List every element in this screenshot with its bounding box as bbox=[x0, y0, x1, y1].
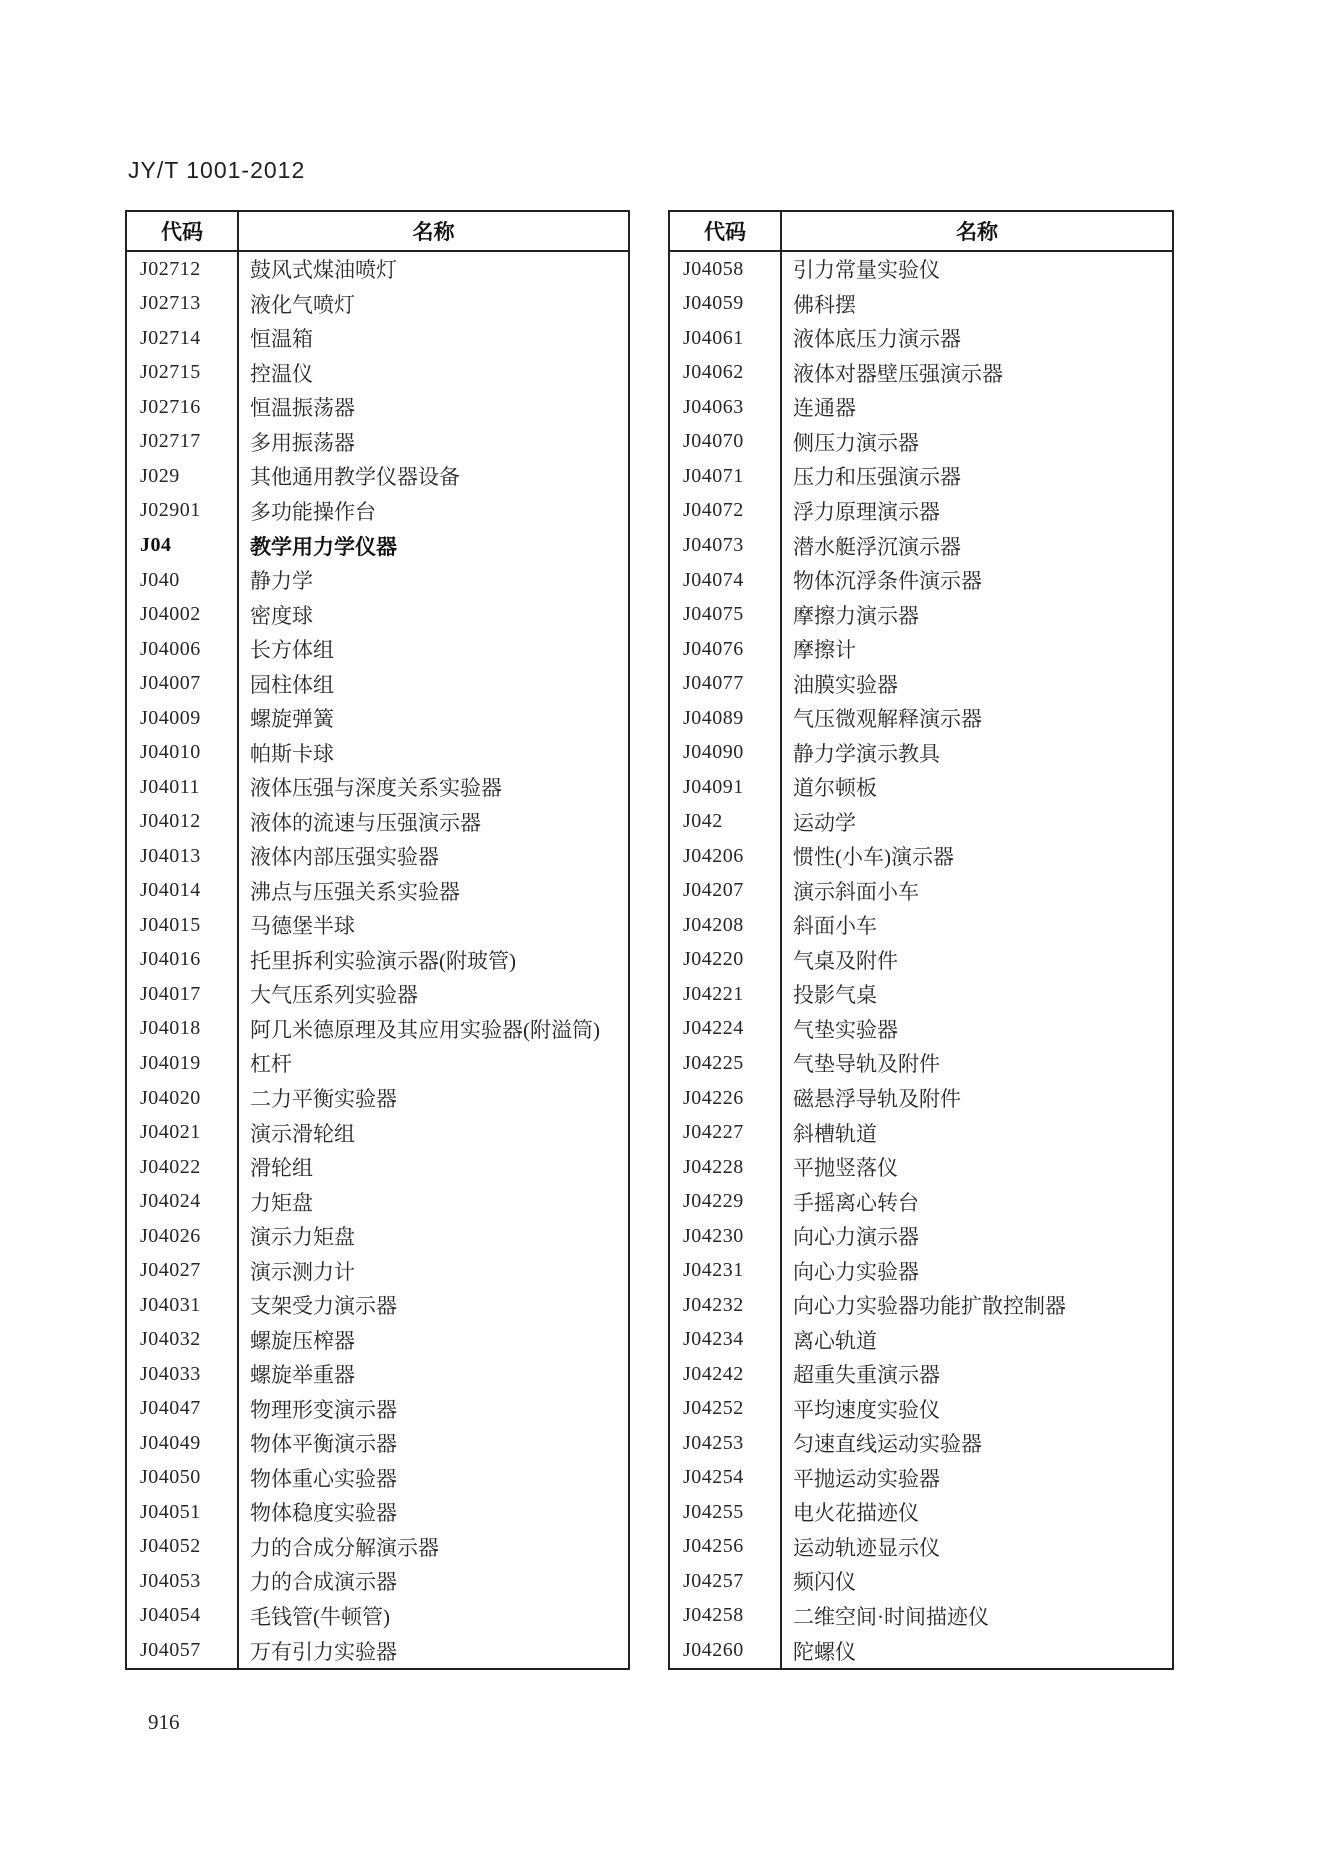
code-cell: J04232 bbox=[670, 1288, 782, 1323]
name-cell: 运动轨迹显示仪 bbox=[793, 1535, 940, 1560]
name-cell: 电火花描迹仪 bbox=[793, 1501, 919, 1526]
name-cell: 液化气喷灯 bbox=[250, 292, 355, 317]
code-cell: J04014 bbox=[127, 874, 239, 909]
code-cell: J04253 bbox=[670, 1426, 782, 1461]
code-cell: J04257 bbox=[670, 1564, 782, 1599]
table-row bbox=[670, 321, 1172, 356]
name-cell: 物体稳度实验器 bbox=[250, 1501, 397, 1526]
code-cell: J04010 bbox=[127, 735, 239, 770]
code-cell: J04226 bbox=[670, 1081, 782, 1116]
table-row bbox=[127, 1253, 628, 1288]
name-cell: 控温仪 bbox=[250, 361, 313, 386]
code-cell: J04063 bbox=[670, 390, 782, 425]
table-row bbox=[127, 390, 628, 425]
table-row bbox=[127, 1530, 628, 1565]
table-row bbox=[127, 666, 628, 701]
code-cell: J04076 bbox=[670, 632, 782, 667]
name-cell: 斜面小车 bbox=[793, 914, 877, 939]
code-cell: J04256 bbox=[670, 1530, 782, 1565]
name-cell: 演示斜面小车 bbox=[793, 879, 919, 904]
table-row bbox=[670, 1115, 1172, 1150]
name-cell: 恒温振荡器 bbox=[250, 396, 355, 421]
name-cell: 道尔顿板 bbox=[793, 776, 877, 801]
code-cell: J04002 bbox=[127, 597, 239, 632]
table-row bbox=[127, 908, 628, 943]
table-body bbox=[127, 252, 628, 1668]
table-row bbox=[670, 632, 1172, 667]
code-cell: J04047 bbox=[127, 1392, 239, 1427]
table-row bbox=[127, 252, 628, 287]
code-cell: J04230 bbox=[670, 1219, 782, 1254]
table-row bbox=[670, 494, 1172, 529]
table-row bbox=[670, 1253, 1172, 1288]
name-cell: 磁悬浮导轨及附件 bbox=[793, 1087, 961, 1112]
code-cell: J04220 bbox=[670, 943, 782, 978]
code-cell: J04011 bbox=[127, 770, 239, 805]
column-header-code: 代码 bbox=[670, 212, 782, 250]
column-header-name: 名称 bbox=[412, 220, 455, 244]
table-row bbox=[670, 874, 1172, 909]
table-row bbox=[670, 1426, 1172, 1461]
table-row bbox=[670, 1184, 1172, 1219]
table-row bbox=[127, 735, 628, 770]
name-cell: 平抛运动实验器 bbox=[793, 1466, 940, 1491]
name-cell: 压力和压强演示器 bbox=[793, 465, 961, 490]
table-row bbox=[670, 356, 1172, 391]
code-cell: J04017 bbox=[127, 977, 239, 1012]
name-cell: 帕斯卡球 bbox=[250, 741, 334, 766]
table-row bbox=[127, 459, 628, 494]
code-cell: J04254 bbox=[670, 1461, 782, 1496]
code-cell: J04075 bbox=[670, 597, 782, 632]
name-cell: 支架受力演示器 bbox=[250, 1294, 397, 1319]
code-cell: J04009 bbox=[127, 701, 239, 736]
code-cell: J04018 bbox=[127, 1012, 239, 1047]
code-cell: J04024 bbox=[127, 1184, 239, 1219]
code-cell: J04074 bbox=[670, 563, 782, 598]
table-row bbox=[670, 425, 1172, 460]
code-cell: J04016 bbox=[127, 943, 239, 978]
table-row bbox=[670, 563, 1172, 598]
code-cell: J04 bbox=[127, 528, 239, 563]
column-header-name: 名称 bbox=[956, 220, 998, 244]
code-cell: J04033 bbox=[127, 1357, 239, 1392]
table-row bbox=[670, 1461, 1172, 1496]
name-cell: 滑轮组 bbox=[250, 1156, 313, 1181]
code-cell: J04032 bbox=[127, 1322, 239, 1357]
table-row bbox=[127, 1633, 628, 1668]
table-row bbox=[127, 839, 628, 874]
name-cell: 多功能操作台 bbox=[250, 499, 376, 524]
code-cell: J04061 bbox=[670, 321, 782, 356]
code-cell: J04026 bbox=[127, 1219, 239, 1254]
code-cell: J04070 bbox=[670, 425, 782, 460]
code-cell: J04089 bbox=[670, 701, 782, 736]
name-cell: 匀速直线运动实验器 bbox=[793, 1432, 982, 1457]
table-row bbox=[670, 701, 1172, 736]
code-table-left bbox=[125, 210, 630, 1670]
code-cell: J04050 bbox=[127, 1461, 239, 1496]
column-header-code: 代码 bbox=[127, 212, 239, 250]
code-cell: J042 bbox=[670, 805, 782, 840]
table-row bbox=[127, 1150, 628, 1185]
table-row bbox=[670, 666, 1172, 701]
name-cell: 平均速度实验仪 bbox=[793, 1397, 940, 1422]
table-row bbox=[127, 597, 628, 632]
code-cell: J04071 bbox=[670, 459, 782, 494]
code-cell: J04255 bbox=[670, 1495, 782, 1530]
table-row bbox=[670, 977, 1172, 1012]
table-row bbox=[127, 356, 628, 391]
name-cell: 螺旋弹簧 bbox=[250, 707, 334, 732]
code-cell: J04058 bbox=[670, 252, 782, 287]
name-cell: 超重失重演示器 bbox=[793, 1363, 940, 1388]
name-cell: 侧压力演示器 bbox=[793, 430, 919, 455]
table-row bbox=[127, 1564, 628, 1599]
table-row bbox=[127, 1599, 628, 1634]
name-cell: 其他通用教学仪器设备 bbox=[250, 465, 460, 490]
name-cell: 摩擦力演示器 bbox=[793, 603, 919, 628]
table-row bbox=[127, 1046, 628, 1081]
table-row bbox=[670, 1357, 1172, 1392]
table-row bbox=[127, 1461, 628, 1496]
name-cell: 长方体组 bbox=[250, 638, 334, 663]
name-cell: 多用振荡器 bbox=[250, 430, 355, 455]
table-row bbox=[127, 1322, 628, 1357]
name-cell: 物体平衡演示器 bbox=[250, 1432, 397, 1457]
code-cell: J04020 bbox=[127, 1081, 239, 1116]
name-cell: 物理形变演示器 bbox=[250, 1397, 397, 1422]
table-row bbox=[670, 459, 1172, 494]
table-row bbox=[670, 1530, 1172, 1565]
table-row bbox=[670, 1564, 1172, 1599]
table-row bbox=[127, 1184, 628, 1219]
name-cell: 连通器 bbox=[793, 396, 856, 421]
code-cell: J04027 bbox=[127, 1253, 239, 1288]
name-cell: 陀螺仪 bbox=[793, 1639, 856, 1664]
code-cell: J04208 bbox=[670, 908, 782, 943]
name-cell: 液体压强与深度关系实验器 bbox=[250, 776, 502, 801]
table-row bbox=[670, 1288, 1172, 1323]
name-cell: 杠杆 bbox=[250, 1052, 292, 1077]
table-row bbox=[127, 1426, 628, 1461]
table-row bbox=[127, 874, 628, 909]
code-cell: J02716 bbox=[127, 390, 239, 425]
name-cell: 摩擦计 bbox=[793, 638, 856, 663]
name-cell: 液体对器壁压强演示器 bbox=[793, 361, 1003, 386]
name-cell: 运动学 bbox=[793, 810, 856, 835]
name-cell: 潜水艇浮沉演示器 bbox=[793, 534, 961, 559]
table-row bbox=[127, 1012, 628, 1047]
name-cell: 油膜实验器 bbox=[793, 672, 898, 697]
code-cell: J04091 bbox=[670, 770, 782, 805]
code-cell: J02901 bbox=[127, 494, 239, 529]
table-row bbox=[127, 1495, 628, 1530]
name-cell: 物体重心实验器 bbox=[250, 1466, 397, 1491]
page-number: 916 bbox=[148, 1710, 180, 1734]
name-cell: 螺旋举重器 bbox=[250, 1363, 355, 1388]
code-cell: J04228 bbox=[670, 1150, 782, 1185]
code-cell: J04225 bbox=[670, 1046, 782, 1081]
table-row bbox=[127, 1115, 628, 1150]
name-cell: 静力学 bbox=[250, 569, 313, 594]
code-cell: J04206 bbox=[670, 839, 782, 874]
table-row bbox=[127, 805, 628, 840]
name-cell: 向心力实验器功能扩散控制器 bbox=[793, 1294, 1066, 1319]
code-cell: J04258 bbox=[670, 1599, 782, 1634]
table-row bbox=[127, 425, 628, 460]
code-cell: J04227 bbox=[670, 1115, 782, 1150]
table-row bbox=[670, 735, 1172, 770]
code-cell: J04051 bbox=[127, 1495, 239, 1530]
table-row bbox=[127, 943, 628, 978]
table-row bbox=[670, 1150, 1172, 1185]
name-cell: 二力平衡实验器 bbox=[250, 1087, 397, 1112]
name-cell: 二维空间·时间描迹仪 bbox=[793, 1604, 989, 1629]
name-cell: 力的合成分解演示器 bbox=[250, 1535, 439, 1560]
code-cell: J04224 bbox=[670, 1012, 782, 1047]
table-row bbox=[670, 1392, 1172, 1427]
table-row bbox=[670, 1012, 1172, 1047]
code-cell: J04007 bbox=[127, 666, 239, 701]
code-cell: J04062 bbox=[670, 356, 782, 391]
name-cell: 演示力矩盘 bbox=[250, 1225, 355, 1250]
name-cell: 力的合成演示器 bbox=[250, 1570, 397, 1595]
code-cell: J029 bbox=[127, 459, 239, 494]
table-row bbox=[670, 252, 1172, 287]
name-cell: 惯性(小车)演示器 bbox=[793, 845, 954, 870]
code-cell: J04031 bbox=[127, 1288, 239, 1323]
code-cell: J04006 bbox=[127, 632, 239, 667]
table-row bbox=[127, 1288, 628, 1323]
code-cell: J04053 bbox=[127, 1564, 239, 1599]
table-row bbox=[127, 528, 628, 563]
table-row bbox=[670, 943, 1172, 978]
code-cell: J04252 bbox=[670, 1392, 782, 1427]
table-row bbox=[670, 1219, 1172, 1254]
name-cell: 螺旋压榨器 bbox=[250, 1328, 355, 1353]
name-cell: 引力常量实验仪 bbox=[793, 258, 940, 283]
code-cell: J04072 bbox=[670, 494, 782, 529]
table-row bbox=[670, 1081, 1172, 1116]
name-cell: 物体沉浮条件演示器 bbox=[793, 569, 982, 594]
table-row bbox=[670, 1322, 1172, 1357]
code-cell: J02713 bbox=[127, 287, 239, 322]
name-cell: 向心力演示器 bbox=[793, 1225, 919, 1250]
table-row bbox=[127, 1392, 628, 1427]
table-header-row bbox=[670, 212, 1172, 252]
code-cell: J04260 bbox=[670, 1633, 782, 1668]
code-cell: J04231 bbox=[670, 1253, 782, 1288]
code-cell: J02714 bbox=[127, 321, 239, 356]
code-cell: J04019 bbox=[127, 1046, 239, 1081]
name-cell: 万有引力实验器 bbox=[250, 1639, 397, 1664]
code-cell: J04012 bbox=[127, 805, 239, 840]
name-cell: 液体的流速与压强演示器 bbox=[250, 810, 481, 835]
name-cell: 鼓风式煤油喷灯 bbox=[250, 258, 397, 283]
name-cell: 气桌及附件 bbox=[793, 948, 898, 973]
name-cell: 气压微观解释演示器 bbox=[793, 707, 982, 732]
name-cell: 液体底压力演示器 bbox=[793, 327, 961, 352]
code-cell: J04073 bbox=[670, 528, 782, 563]
name-cell: 投影气桌 bbox=[793, 983, 877, 1008]
code-cell: J04207 bbox=[670, 874, 782, 909]
name-cell: 气垫导轨及附件 bbox=[793, 1052, 940, 1077]
table-row bbox=[670, 1633, 1172, 1668]
name-cell: 马德堡半球 bbox=[250, 914, 355, 939]
name-cell: 密度球 bbox=[250, 603, 313, 628]
table-row bbox=[127, 1219, 628, 1254]
name-cell: 毛钱管(牛顿管) bbox=[250, 1604, 390, 1629]
table-row bbox=[127, 1357, 628, 1392]
code-cell: J02712 bbox=[127, 252, 239, 287]
name-cell: 力矩盘 bbox=[250, 1190, 313, 1215]
doc-number: JY/T 1001-2012 bbox=[128, 157, 306, 183]
name-cell: 演示滑轮组 bbox=[250, 1121, 355, 1146]
table-row bbox=[670, 597, 1172, 632]
code-cell: J04059 bbox=[670, 287, 782, 322]
table-row bbox=[670, 1046, 1172, 1081]
table-row bbox=[670, 287, 1172, 322]
code-cell: J04242 bbox=[670, 1357, 782, 1392]
code-table-right bbox=[668, 210, 1174, 1670]
table-row bbox=[127, 494, 628, 529]
name-cell: 离心轨道 bbox=[793, 1328, 877, 1353]
name-cell: 大气压系列实验器 bbox=[250, 983, 418, 1008]
table-row bbox=[670, 805, 1172, 840]
code-cell: J04090 bbox=[670, 735, 782, 770]
table-row bbox=[127, 977, 628, 1012]
name-cell: 佛科摆 bbox=[793, 292, 856, 317]
table-row bbox=[127, 1081, 628, 1116]
code-cell: J04052 bbox=[127, 1530, 239, 1565]
name-cell: 平抛竖落仪 bbox=[793, 1156, 898, 1181]
code-cell: J02717 bbox=[127, 425, 239, 460]
name-cell: 沸点与压强关系实验器 bbox=[250, 879, 460, 904]
table-row bbox=[127, 563, 628, 598]
name-cell: 液体内部压强实验器 bbox=[250, 845, 439, 870]
table-row bbox=[670, 1599, 1172, 1634]
name-cell: 气垫实验器 bbox=[793, 1017, 898, 1042]
code-cell: J04015 bbox=[127, 908, 239, 943]
table-body bbox=[670, 252, 1172, 1668]
table-row bbox=[127, 632, 628, 667]
code-cell: J04221 bbox=[670, 977, 782, 1012]
table-header-row bbox=[127, 212, 628, 252]
table-row bbox=[670, 390, 1172, 425]
name-cell: 托里拆利实验演示器(附玻管) bbox=[250, 948, 516, 973]
name-cell: 斜槽轨道 bbox=[793, 1121, 877, 1146]
name-cell: 频闪仪 bbox=[793, 1570, 856, 1595]
name-cell: 阿几米德原理及其应用实验器(附溢筒) bbox=[250, 1017, 600, 1042]
name-cell: 浮力原理演示器 bbox=[793, 499, 940, 524]
table-row bbox=[670, 770, 1172, 805]
name-cell: 教学用力学仪器 bbox=[250, 534, 397, 559]
code-cell: J04229 bbox=[670, 1184, 782, 1219]
code-cell: J02715 bbox=[127, 356, 239, 391]
code-cell: J04054 bbox=[127, 1599, 239, 1634]
code-cell: J04049 bbox=[127, 1426, 239, 1461]
code-cell: J04021 bbox=[127, 1115, 239, 1150]
table-row bbox=[127, 770, 628, 805]
code-cell: J04057 bbox=[127, 1633, 239, 1668]
code-cell: J04077 bbox=[670, 666, 782, 701]
name-cell: 演示测力计 bbox=[250, 1259, 355, 1284]
table-row bbox=[670, 1495, 1172, 1530]
name-cell: 手摇离心转台 bbox=[793, 1190, 919, 1215]
table-row bbox=[670, 528, 1172, 563]
code-cell: J04022 bbox=[127, 1150, 239, 1185]
code-cell: J040 bbox=[127, 563, 239, 598]
name-cell: 恒温箱 bbox=[250, 327, 313, 352]
name-cell: 园柱体组 bbox=[250, 672, 334, 697]
name-cell: 向心力实验器 bbox=[793, 1259, 919, 1284]
table-row bbox=[127, 321, 628, 356]
table-row bbox=[127, 287, 628, 322]
table-row bbox=[670, 908, 1172, 943]
name-cell: 静力学演示教具 bbox=[793, 741, 940, 766]
table-row bbox=[670, 839, 1172, 874]
code-cell: J04234 bbox=[670, 1322, 782, 1357]
table-row bbox=[127, 701, 628, 736]
code-cell: J04013 bbox=[127, 839, 239, 874]
